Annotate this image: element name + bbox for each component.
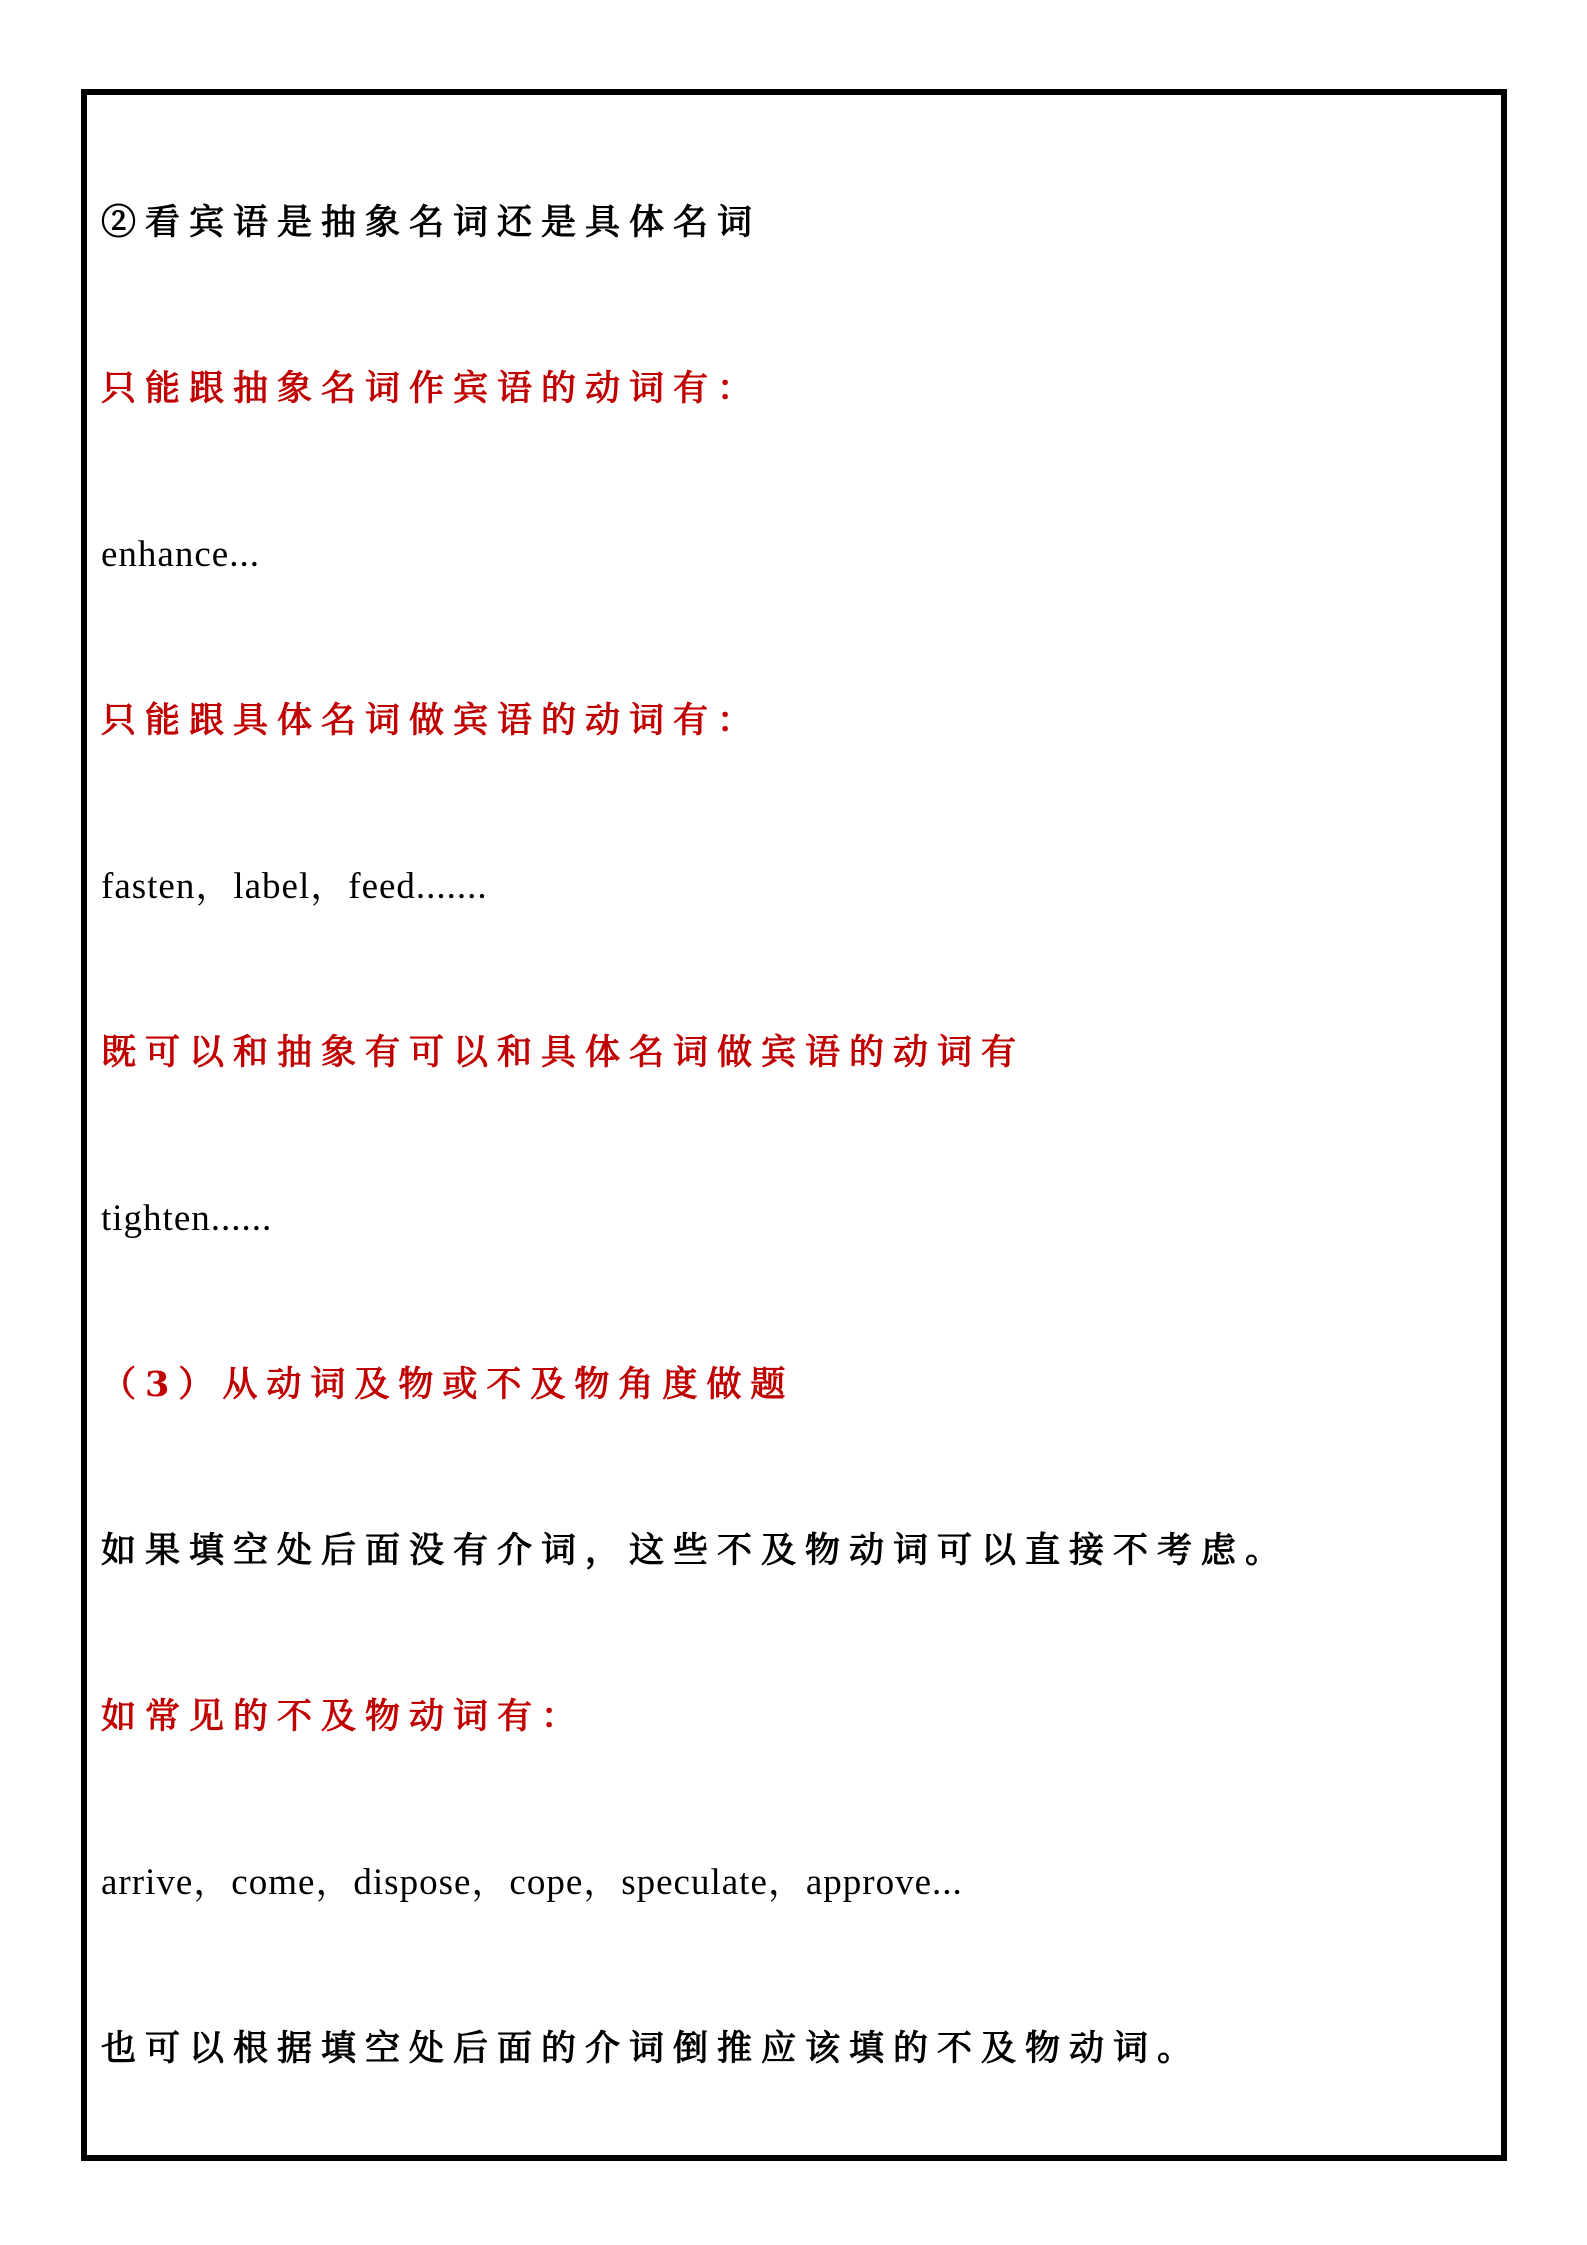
example-abstract-verbs: enhance... (101, 534, 260, 575)
example-both-types-verbs: tighten...... (101, 1198, 273, 1239)
section-heading-transitivity: （3）从动词及物或不及物角度做题 (101, 1364, 795, 1405)
example-concrete-verbs: fasten，label，feed....... (101, 866, 488, 907)
paragraph-no-preposition-rule: 如果填空处后面没有介词，这些不及物动词可以直接不考虑。 (101, 1530, 1290, 1571)
example-intransitive-verbs: arrive，come，dispose，cope，speculate，approve... (101, 1862, 963, 1903)
note-both-types-verbs: 既可以和抽象有可以和具体名词做宾语的动词有 (101, 1032, 1026, 1073)
note-abstract-only-verbs: 只能跟抽象名词作宾语的动词有： (101, 368, 762, 409)
note-concrete-only-verbs: 只能跟具体名词做宾语的动词有： (101, 700, 762, 741)
document-frame (81, 89, 1507, 2161)
note-common-intransitive-verbs: 如常见的不及物动词有： (101, 1696, 586, 1737)
heading-abstract-vs-concrete: ②看宾语是抽象名词还是具体名词 (101, 202, 762, 243)
paragraph-infer-from-preposition: 也可以根据填空处后面的介词倒推应该填的不及物动词。 (101, 2028, 1202, 2069)
